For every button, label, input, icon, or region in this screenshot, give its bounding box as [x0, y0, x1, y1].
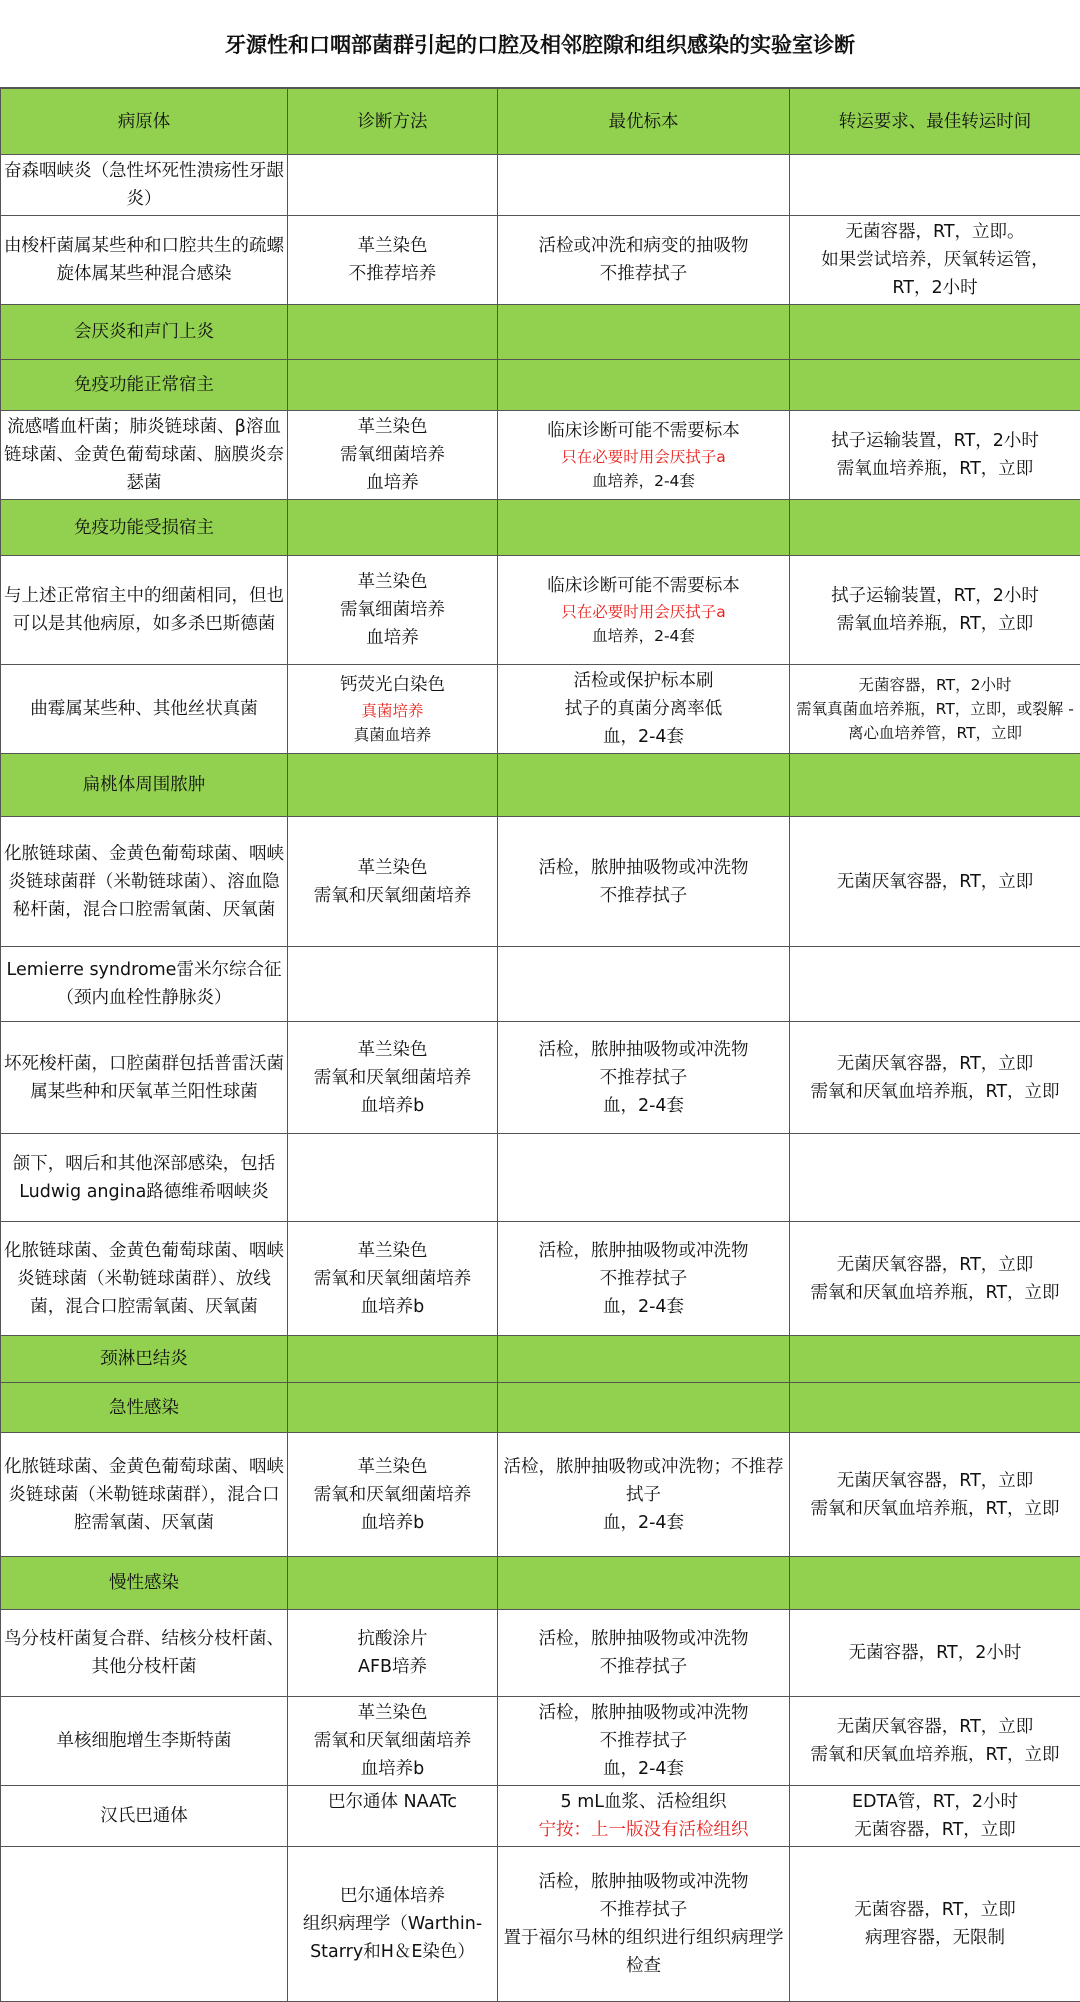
header-row — [1, 89, 1080, 155]
specimen-note: 只在必要时用会厌拭子a — [502, 600, 785, 624]
transport-line: 无菌厌氧容器，RT，立即 — [794, 1251, 1076, 1279]
section-row — [1, 360, 1080, 411]
method-line: 革兰染色 — [292, 1699, 493, 1727]
transport-cell — [790, 665, 1080, 754]
transport-cell — [790, 817, 1080, 947]
section-row — [1, 1336, 1080, 1383]
section-row — [1, 1383, 1080, 1433]
pathogen-cell: 奋森咽峡炎（急性坏死性溃疡性牙龈炎） — [1, 155, 288, 216]
table-row — [1, 1786, 1080, 1847]
specimen-line: 活检，脓肿抽吸物或冲洗物 — [502, 1868, 785, 1896]
specimen-line: 拭子的真菌分离率低 — [502, 695, 785, 723]
method-line: 需氧细菌培养 — [292, 596, 493, 624]
section-row — [1, 1557, 1080, 1610]
method-cell — [288, 216, 498, 305]
transport-line: 无菌容器，RT，立即 — [794, 1896, 1076, 1924]
method-line: 革兰染色 — [292, 854, 493, 882]
table-row — [1, 947, 1080, 1022]
specimen-cell — [498, 411, 790, 500]
pathogen-cell: 坏死梭杆菌，口腔菌群包括普雷沃菌属某些种和厌氧革兰阳性球菌 — [1, 1022, 288, 1134]
method-line: 需氧和厌氧细菌培养 — [292, 882, 493, 910]
method-cell — [288, 1697, 498, 1786]
transport-line: 病理容器，无限制 — [794, 1924, 1076, 1952]
transport-cell — [790, 1786, 1080, 1847]
specimen-cell — [498, 1786, 790, 1847]
specimen-cell — [498, 556, 790, 665]
specimen-note: 只在必要时用会厌拭子a — [502, 445, 785, 469]
transport-line: 无菌容器，RT，2小时 — [794, 673, 1076, 697]
method-cell — [288, 1786, 498, 1847]
transport-line: 需氧和厌氧血培养瓶，RT，立即 — [794, 1078, 1076, 1106]
section-title: 免疫功能正常宿主 — [1, 360, 288, 411]
table-row — [1, 1847, 1080, 2002]
table-row — [1, 1433, 1080, 1557]
pathogen-cell: 颌下，咽后和其他深部感染，包括Ludwig angina路德维希咽峡炎 — [1, 1134, 288, 1222]
transport-cell — [790, 1847, 1080, 2002]
method-line: 血培养b — [292, 1755, 493, 1783]
pathogen-cell: Lemierre syndrome雷米尔综合征（颈内血栓性静脉炎） — [1, 947, 288, 1022]
method-line: 组织病理学（Warthin-Starry和H＆E染色） — [292, 1910, 493, 1966]
specimen-line: 不推荐拭子 — [502, 1064, 785, 1092]
specimen-line: 不推荐拭子 — [502, 1653, 785, 1681]
pathogen-cell — [1, 1847, 288, 2002]
specimen-line: 不推荐拭子 — [502, 1265, 785, 1293]
specimen-line: 血，2-4套 — [502, 1509, 785, 1537]
specimen-cell — [498, 1697, 790, 1786]
method-line: 抗酸涂片 — [292, 1625, 493, 1653]
transport-line: 需氧真菌血培养瓶，RT，立即，或裂解 - 离心血培养管，RT，立即 — [794, 697, 1076, 745]
method-line: 血培养 — [292, 469, 493, 497]
section-row — [1, 754, 1080, 817]
specimen-line: 活检，脓肿抽吸物或冲洗物 — [502, 1036, 785, 1064]
method-cell — [288, 155, 498, 216]
transport-cell — [790, 1022, 1080, 1134]
section-row — [1, 500, 1080, 556]
specimen-line: 不推荐拭子 — [502, 1896, 785, 1924]
specimen-cell — [498, 947, 790, 1022]
method-line: 血培养b — [292, 1509, 493, 1537]
specimen-line: 血培养，2-4套 — [502, 624, 785, 648]
table-row — [1, 665, 1080, 754]
transport-line: 无菌容器，RT，立即 — [794, 1816, 1076, 1844]
method-cell — [288, 1610, 498, 1697]
method-line: AFB培养 — [292, 1653, 493, 1681]
method-line: 巴尔通体培养 — [292, 1882, 493, 1910]
specimen-line: 活检或冲洗和病变的抽吸物 — [502, 232, 785, 260]
transport-line: 无菌厌氧容器，RT，立即 — [794, 1467, 1076, 1495]
transport-cell — [790, 1697, 1080, 1786]
specimen-line: 不推荐拭子 — [502, 1727, 785, 1755]
header-pathogen: 病原体 — [1, 89, 288, 155]
method-cell — [288, 947, 498, 1022]
table-row — [1, 1134, 1080, 1222]
specimen-line: 活检，脓肿抽吸物或冲洗物 — [502, 854, 785, 882]
table-row — [1, 411, 1080, 500]
section-title: 扁桃体周围脓肿 — [1, 754, 288, 817]
method-line: 需氧和厌氧细菌培养 — [292, 1481, 493, 1509]
specimen-line: 血，2-4套 — [502, 1293, 785, 1321]
method-line: 革兰染色 — [292, 1237, 493, 1265]
specimen-cell — [498, 1610, 790, 1697]
table-row — [1, 556, 1080, 665]
transport-line: 无菌容器，RT，立即。 — [794, 218, 1076, 246]
section-title: 免疫功能受损宿主 — [1, 500, 288, 556]
method-line: 革兰染色 — [292, 568, 493, 596]
section-title: 急性感染 — [1, 1383, 288, 1433]
transport-line: 需氧和厌氧血培养瓶，RT，立即 — [794, 1495, 1076, 1523]
method-line: 需氧和厌氧细菌培养 — [292, 1727, 493, 1755]
method-line: 真菌血培养 — [292, 723, 493, 747]
method-line: 不推荐培养 — [292, 260, 493, 288]
pathogen-cell: 鸟分枝杆菌复合群、结核分枝杆菌、其他分枝杆菌 — [1, 1610, 288, 1697]
specimen-cell — [498, 1134, 790, 1222]
transport-cell — [790, 155, 1080, 216]
transport-line: RT，2小时 — [794, 274, 1076, 302]
specimen-line: 临床诊断可能不需要标本 — [502, 572, 785, 600]
pathogen-cell: 流感嗜血杆菌；肺炎链球菌、β溶血链球菌、金黄色葡萄球菌、脑膜炎奈瑟菌 — [1, 411, 288, 500]
method-line: 血培养b — [292, 1293, 493, 1321]
method-cell — [288, 1433, 498, 1557]
transport-cell — [790, 1610, 1080, 1697]
specimen-line: 置于福尔马林的组织进行组织病理学检查 — [502, 1924, 785, 1980]
method-line: 血培养b — [292, 1092, 493, 1120]
method-cell — [288, 411, 498, 500]
specimen-cell — [498, 817, 790, 947]
table-row — [1, 1022, 1080, 1134]
pathogen-cell: 与上述正常宿主中的细菌相同，但也可以是其他病原，如多杀巴斯德菌 — [1, 556, 288, 665]
header-transport: 转运要求、最佳转运时间 — [790, 89, 1080, 155]
transport-line: EDTA管，RT，2小时 — [794, 1788, 1076, 1816]
specimen-cell — [498, 155, 790, 216]
specimen-cell — [498, 1433, 790, 1557]
transport-line: 需氧血培养瓶，RT，立即 — [794, 610, 1076, 638]
method-line: 需氧和厌氧细菌培养 — [292, 1265, 493, 1293]
specimen-line: 不推荐拭子 — [502, 882, 785, 910]
table-row — [1, 817, 1080, 947]
method-cell — [288, 1222, 498, 1336]
specimen-line: 活检，脓肿抽吸物或冲洗物 — [502, 1699, 785, 1727]
pathogen-cell: 化脓链球菌、金黄色葡萄球菌、咽峡炎链球菌（米勒链球菌群），混合口腔需氧菌、厌氧菌 — [1, 1433, 288, 1557]
transport-line: 无菌厌氧容器，RT，立即 — [794, 868, 1076, 896]
specimen-line: 血培养，2-4套 — [502, 469, 785, 493]
pathogen-cell: 汉氏巴通体 — [1, 1786, 288, 1847]
specimen-line: 血，2-4套 — [502, 1092, 785, 1120]
method-cell — [288, 665, 498, 754]
transport-line: 拭子运输装置，RT，2小时 — [794, 582, 1076, 610]
transport-line: 需氧血培养瓶，RT，立即 — [794, 455, 1076, 483]
transport-line: 无菌厌氧容器，RT，立即 — [794, 1713, 1076, 1741]
pathogen-cell: 单核细胞增生李斯特菌 — [1, 1697, 288, 1786]
pathogen-cell: 曲霉属某些种、其他丝状真菌 — [1, 665, 288, 754]
specimen-cell — [498, 665, 790, 754]
section-title: 会厌炎和声门上炎 — [1, 305, 288, 360]
method-line: 需氧细菌培养 — [292, 441, 493, 469]
transport-line: 需氧和厌氧血培养瓶，RT，立即 — [794, 1279, 1076, 1307]
specimen-cell — [498, 1847, 790, 2002]
transport-cell — [790, 1222, 1080, 1336]
method-cell — [288, 1847, 498, 2002]
method-cell — [288, 1134, 498, 1222]
specimen-line: 不推荐拭子 — [502, 260, 785, 288]
specimen-line: 活检或保护标本刷 — [502, 667, 785, 695]
method-cell — [288, 1022, 498, 1134]
transport-cell — [790, 1134, 1080, 1222]
method-note: 真菌培养 — [292, 699, 493, 723]
transport-cell — [790, 556, 1080, 665]
pathogen-cell: 由梭杆菌属某些种和口腔共生的疏螺旋体属某些种混合感染 — [1, 216, 288, 305]
table-row — [1, 1222, 1080, 1336]
method-cell — [288, 556, 498, 665]
specimen-line: 血，2-4套 — [502, 723, 785, 751]
diagnosis-table — [0, 88, 1080, 2002]
pathogen-cell: 化脓链球菌、金黄色葡萄球菌、咽峡炎链球菌群（米勒链球菌）、溶血隐秘杆菌，混合口腔需氧菌、厌氧菌 — [1, 817, 288, 947]
section-row — [1, 305, 1080, 360]
method-line: 需氧和厌氧细菌培养 — [292, 1064, 493, 1092]
transport-cell — [790, 216, 1080, 305]
transport-cell — [790, 947, 1080, 1022]
table-row — [1, 155, 1080, 216]
transport-cell — [790, 411, 1080, 500]
specimen-line: 活检，脓肿抽吸物或冲洗物 — [502, 1625, 785, 1653]
specimen-cell — [498, 1222, 790, 1336]
specimen-line: 活检，脓肿抽吸物或冲洗物；不推荐拭子 — [502, 1453, 785, 1509]
table-row — [1, 1610, 1080, 1697]
transport-cell — [790, 1433, 1080, 1557]
method-line: 革兰染色 — [292, 1453, 493, 1481]
specimen-line: 血，2-4套 — [502, 1755, 785, 1783]
transport-line: 需氧和厌氧血培养瓶，RT，立即 — [794, 1741, 1076, 1769]
specimen-line: 5 mL血浆、活检组织 — [502, 1788, 785, 1816]
transport-line: 如果尝试培养，厌氧转运管， — [794, 246, 1076, 274]
pathogen-cell: 化脓链球菌、金黄色葡萄球菌、咽峡炎链球菌（米勒链球菌群）、放线菌，混合口腔需氧菌、厌氧菌 — [1, 1222, 288, 1336]
specimen-cell — [498, 216, 790, 305]
method-line: 巴尔通体 NAATc — [292, 1788, 493, 1816]
specimen-line: 活检，脓肿抽吸物或冲洗物 — [502, 1237, 785, 1265]
specimen-line: 临床诊断可能不需要标本 — [502, 417, 785, 445]
method-line: 革兰染色 — [292, 413, 493, 441]
section-title: 慢性感染 — [1, 1557, 288, 1610]
method-line: 革兰染色 — [292, 1036, 493, 1064]
method-line: 血培养 — [292, 624, 493, 652]
header-specimen: 最优标本 — [498, 89, 790, 155]
table-row — [1, 1697, 1080, 1786]
method-cell — [288, 817, 498, 947]
specimen-note: 宁按：上一版没有活检组织 — [502, 1816, 785, 1844]
page-title: 牙源性和口咽部菌群引起的口腔及相邻腔隙和组织感染的实验室诊断 — [0, 0, 1080, 88]
method-line: 革兰染色 — [292, 232, 493, 260]
specimen-cell — [498, 1022, 790, 1134]
header-method: 诊断方法 — [288, 89, 498, 155]
transport-line: 无菌容器，RT，2小时 — [794, 1639, 1076, 1667]
transport-line: 无菌厌氧容器，RT，立即 — [794, 1050, 1076, 1078]
section-title: 颈淋巴结炎 — [1, 1336, 288, 1383]
method-line: 钙荧光白染色 — [292, 671, 493, 699]
table-row — [1, 216, 1080, 305]
transport-line: 拭子运输装置，RT，2小时 — [794, 427, 1076, 455]
